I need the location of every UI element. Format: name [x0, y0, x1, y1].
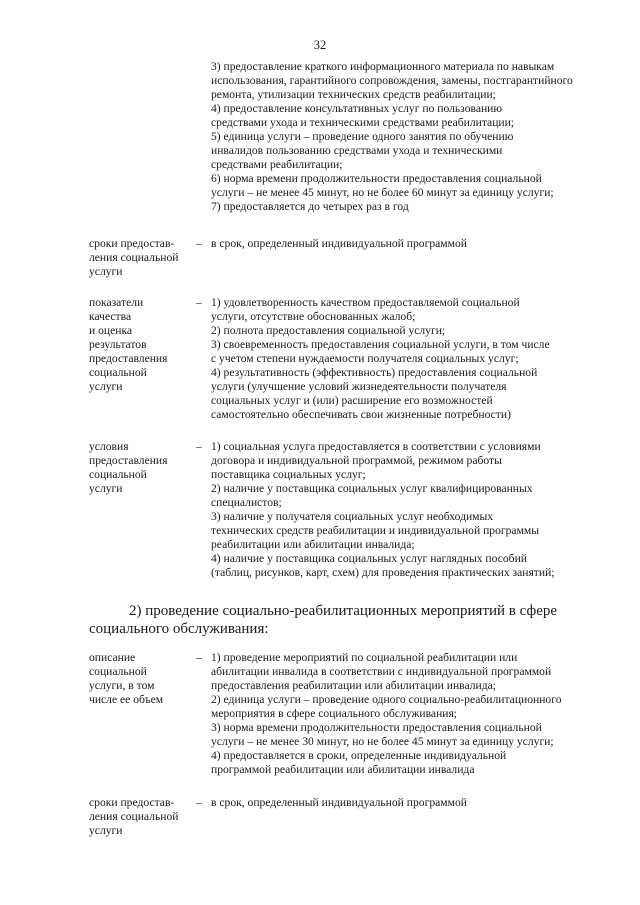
heading-line: социального обслуживания:	[89, 621, 269, 637]
section-text: 2) наличие у поставщика социальных услуг квалифицированных	[211, 482, 533, 495]
section-label: описание	[89, 651, 136, 664]
section-text: услуги (улучшение условий жизнедеятельности получателя	[211, 380, 507, 393]
section-label: предоставления	[89, 352, 168, 365]
section-text: 4) предоставляется в сроки, определенные индивидуальной	[211, 749, 507, 762]
section-text: услуги – не менее 30 минут, но не более 45 минут за единицу услуги;	[211, 735, 554, 748]
section-text: услуги, отсутствие обоснованных жалоб;	[211, 310, 416, 323]
section-dash: –	[196, 440, 202, 453]
intro-line: 3) предоставление краткого информационного материала по навыкам	[211, 60, 555, 73]
section-text: 4) наличие у поставщика социальных услуг наглядных пособий	[211, 552, 527, 565]
intro-line: средствами ухода и техническими средствами реабилитации;	[211, 116, 515, 129]
section-text: 1) социальная услуга предоставляется в соответствии с условиями	[211, 440, 541, 453]
section-text: абилитации инвалида в соответствии с индивидуальной программой	[211, 665, 552, 678]
intro-line: инвалидов пользованию средствами ухода и техническими	[211, 144, 503, 157]
section-text: 3) норма времени продолжительности предоставления социальной	[211, 721, 542, 734]
section-label: ления социальной	[89, 810, 179, 823]
section-text: мероприятия в сфере социального обслуживания;	[211, 707, 458, 720]
section-label: услуги	[89, 482, 123, 495]
section-text: 1) проведение мероприятий по социальной реабилитации или	[211, 651, 518, 664]
section-text: с учетом степени нуждаемости получателя социальных услуг;	[211, 352, 519, 365]
intro-line: услуги – не менее 45 минут, но не более 60 минут за единицу услуги;	[211, 186, 554, 199]
section-text: 2) полнота предоставления социальной услуги;	[211, 324, 446, 337]
section-label: показатели	[89, 296, 144, 309]
section-text: социальных услуг и (или) расширение его возможностей	[211, 394, 493, 407]
section-text: 1) удовлетворенность качеством предоставляемой социальной	[211, 296, 520, 309]
intro-line: использования, гарантийного сопровождения, замены, постгарантийного	[211, 74, 573, 87]
page-number: 32	[313, 38, 327, 52]
section-text: 3) своевременность предоставления социальной услуги, в том числе	[211, 338, 550, 351]
section-text: 3) наличие у получателя социальных услуг необходимых	[211, 510, 494, 523]
section-label: сроки предостав-	[89, 796, 175, 809]
section-text: предоставления реабилитации или абилитации инвалида;	[211, 679, 496, 692]
intro-line: ремонта, утилизации технических средств реабилитации;	[211, 88, 496, 101]
heading-line: 2) проведение социально-реабилитационных мероприятий в сфере	[129, 603, 558, 619]
section-dash: –	[196, 796, 202, 809]
section-label: условия	[89, 440, 129, 453]
section-text: программой реабилитации или абилитации инвалида	[211, 763, 475, 776]
section-text: в срок, определенный индивидуальной программой	[211, 237, 467, 250]
section-text: (таблиц, рисунков, карт, схем) для проведения практических занятий;	[211, 566, 555, 579]
section-label: услуги, в том	[89, 679, 155, 692]
section-dash: –	[196, 296, 202, 309]
section-label: социальной	[89, 366, 147, 379]
section-text: договора и индивидуальной программой, режимом работы	[211, 454, 502, 467]
section-text: самостоятельно обеспечивать свои жизненные потребности)	[211, 408, 511, 421]
section-dash: –	[196, 651, 202, 664]
section-label: предоставления	[89, 454, 168, 467]
intro-line: 7) предоставляется до четырех раз в год	[211, 200, 409, 213]
section-text: в срок, определенный индивидуальной программой	[211, 796, 467, 809]
intro-line: средствами реабилитации;	[211, 158, 343, 171]
section-label: числе ее объем	[89, 693, 164, 706]
section-label: социальной	[89, 468, 147, 481]
section-label: результатов	[89, 338, 147, 351]
section-label: услуги	[89, 824, 123, 837]
section-text: реабилитации или абилитации инвалида;	[211, 538, 415, 551]
section-label: социальной	[89, 665, 147, 678]
section-text: технических средств реабилитации и индивидуальной программы	[211, 524, 540, 537]
section-dash: –	[196, 237, 202, 250]
section-text: 4) результативность (эффективность) предоставления социальной	[211, 366, 538, 379]
intro-line: 4) предоставление консультативных услуг по пользованию	[211, 102, 503, 115]
section-label: и оценка	[89, 324, 133, 337]
intro-line: 5) единица услуги – проведение одного занятия по обучению	[211, 130, 514, 143]
section-text: специалистов;	[211, 496, 282, 509]
section-label: сроки предостав-	[89, 237, 175, 250]
section-label: услуги	[89, 380, 123, 393]
section-text: 2) единица услуги – проведение одного социально-реабилитационного	[211, 693, 562, 706]
section-label: услуги	[89, 265, 123, 278]
intro-line: 6) норма времени продолжительности предоставления социальной	[211, 172, 542, 185]
section-label: ления социальной	[89, 251, 179, 264]
section-label: качества	[89, 310, 132, 323]
section-text: поставщика социальных услуг;	[211, 468, 366, 481]
